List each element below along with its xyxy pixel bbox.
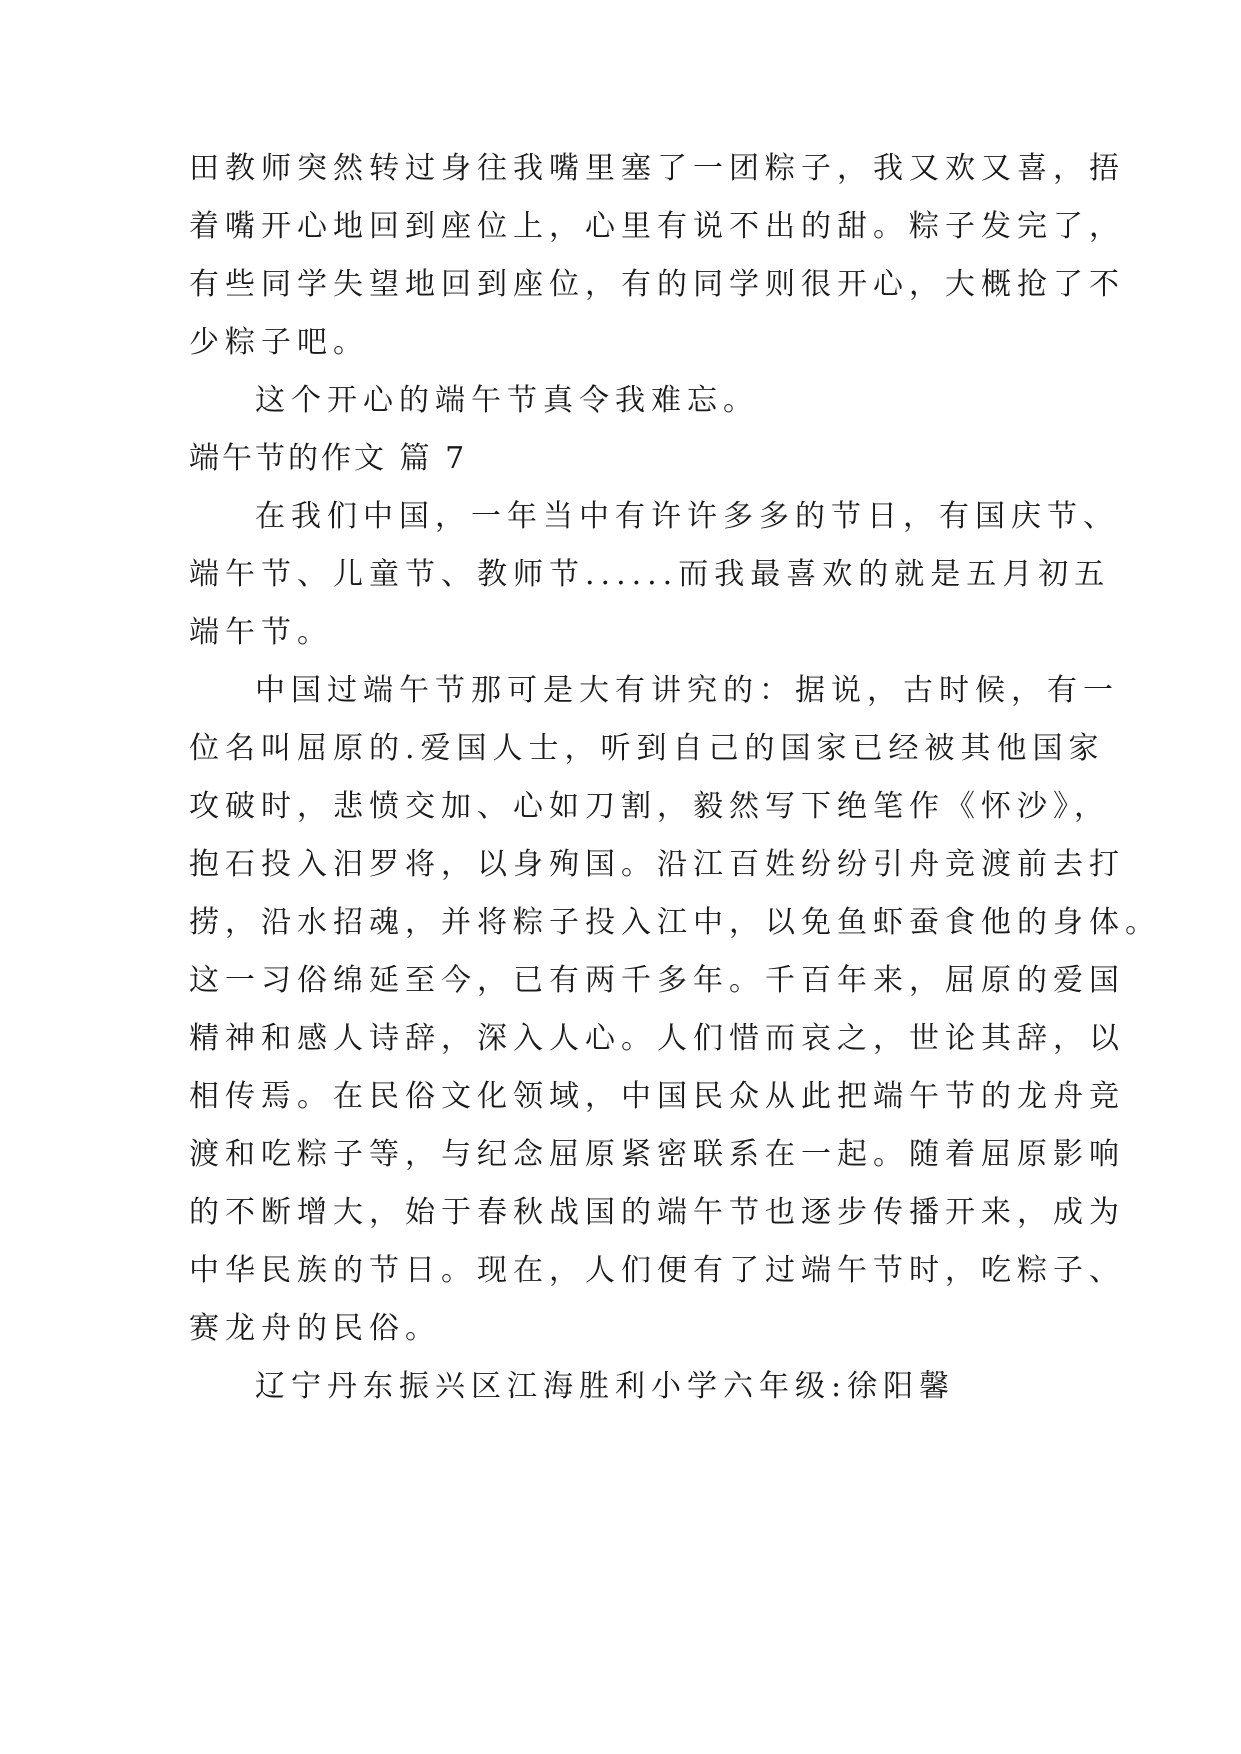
text-line: 捞，沿水招魂，并将粽子投入江中，以免鱼虾蚕食他的身体。 — [189, 905, 1161, 940]
text-line: 赛龙舟的民俗。 — [189, 1311, 441, 1346]
text-line: 中华民族的节日。现在，人们便有了过端午节时，吃粽子、 — [189, 1253, 1125, 1288]
text-line: 抱石投入汨罗将，以身殉国。沿江百姓纷纷引舟竞渡前去打 — [189, 847, 1125, 882]
text-line: 在我们中国，一年当中有许许多多的节日，有国庆节、 — [255, 499, 1119, 534]
text-line: 这一习俗绵延至今，已有两千多年。千百年来，屈原的爱国 — [189, 963, 1125, 998]
text-line: 端午节、儿童节、教师节......而我最喜欢的就是五月初五 — [189, 557, 1111, 592]
text-line: 渡和吃粽子等，与纪念屈原紧密联系在一起。随着屈原影响 — [189, 1137, 1125, 1172]
text-line: 着嘴开心地回到座位上，心里有说不出的甜。粽子发完了， — [189, 209, 1125, 244]
text-line: 有些同学失望地回到座位，有的同学则很开心，大概抢了不 — [189, 267, 1125, 302]
text-line: 位名叫屈原的.爱国人士，听到自己的国家已经被其他国家 — [189, 731, 1105, 766]
text-line: 精神和感人诗辞，深入人心。人们惜而哀之，世论其辞，以 — [189, 1021, 1125, 1056]
text-line: 少粽子吧。 — [189, 325, 369, 360]
closing-sentence: 这个开心的端午节真令我难忘。 — [255, 383, 759, 418]
author-signature: 辽宁丹东振兴区江海胜利小学六年级:徐阳馨 — [255, 1369, 956, 1404]
text-line: 中国过端午节那可是大有讲究的：据说，古时候，有一 — [255, 673, 1119, 708]
section-heading: 端午节的作文 篇 7 — [189, 441, 468, 476]
text-line: 攻破时，悲愤交加、心如刀割，毅然写下绝笔作《怀沙》， — [189, 789, 1110, 824]
text-line: 相传焉。在民俗文化领域，中国民众从此把端午节的龙舟竞 — [189, 1079, 1125, 1114]
text-line: 的不断增大，始于春秋战国的端午节也逐步传播开来，成为 — [189, 1195, 1125, 1230]
text-line: 端午节。 — [189, 615, 333, 650]
article-body — [189, 140, 1161, 1416]
text-line: 田教师突然转过身往我嘴里塞了一团粽子，我又欢又喜，捂 — [189, 151, 1125, 186]
